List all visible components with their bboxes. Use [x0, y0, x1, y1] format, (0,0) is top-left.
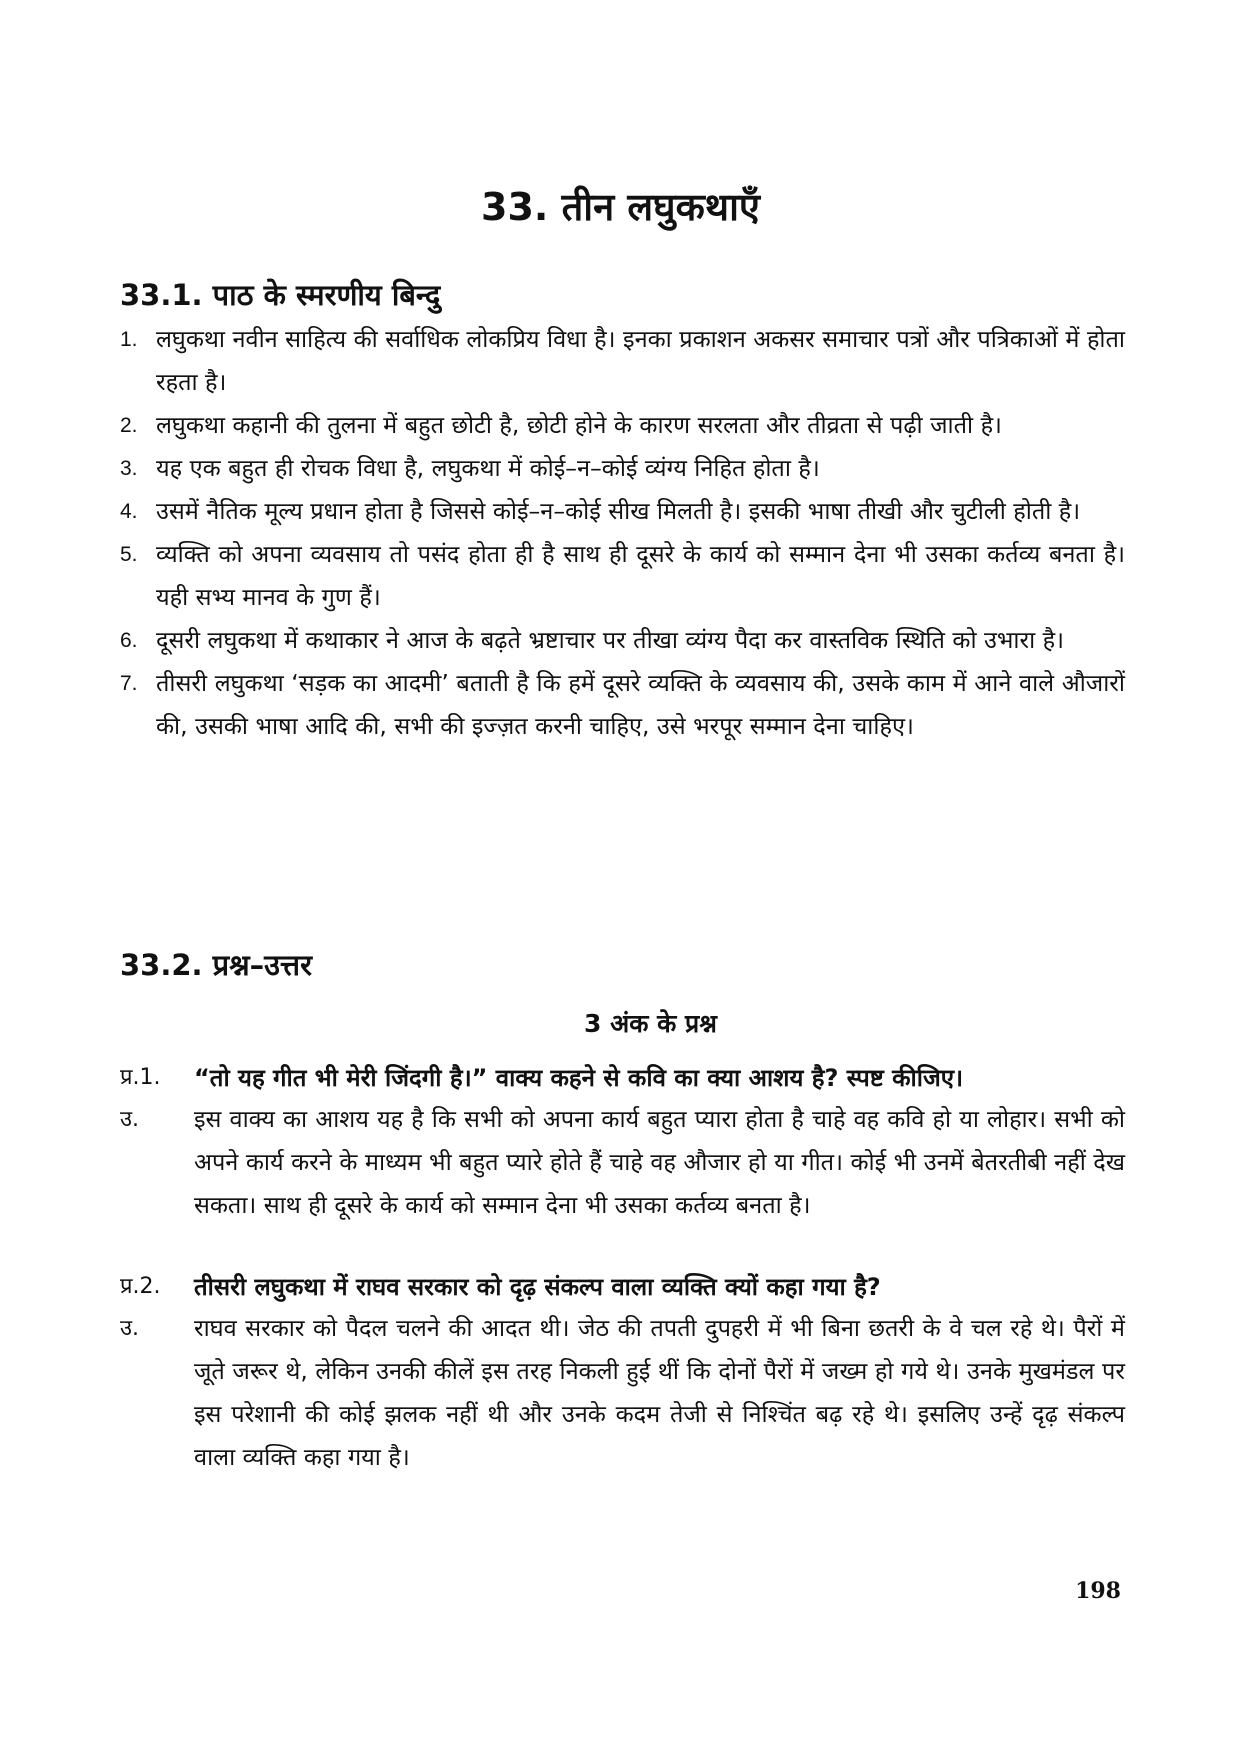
question	[120, 1267, 1125, 1307]
marks-subheading: 3 अंक के प्रश्न	[584, 1009, 717, 1038]
list-item-number: 2.	[120, 414, 138, 437]
question-label: प्र.2.	[120, 1274, 161, 1299]
list-item-text: यह एक बहुत ही रोचक विधा है, लघुकथा में कोई–न–कोई व्यंग्य निहित होता है।	[156, 454, 820, 482]
list-item-number: 5.	[120, 543, 138, 566]
list-item-text: उसमें नैतिक मूल्य प्रधान होता है जिससे कोई–न–कोई सीख मिलती है। इसकी भाषा तीखी और चुटीली होती है।	[156, 497, 1081, 525]
list-item-number: 6.	[120, 629, 138, 652]
list-item-number: 4.	[120, 500, 138, 523]
question-answer-block-1	[120, 1058, 1125, 1227]
section-heading-remember-points: 33.1. पाठ के स्मरणीय बिन्दु	[120, 278, 441, 312]
answer	[120, 1098, 1125, 1227]
list-item	[120, 662, 1125, 748]
answer-text: राघव सरकार को पैदल चलने की आदत थी। जेठ की तपती दुपहरी में भी बिना छतरी के वे चल रहे थे। पैरों में जूते जरूर थे, लेकिन उनकी कीलें इस तरह निकली हुई थीं कि दोनों पैरों में जख्म हो गये थे। उनके मुखमंडल पर इस परेशानी की कोई झलक नहीं थी और उनके कदम तेजी से निश्चिंत बढ़ रहे थे। इसलिए उन्हें दृढ़ संकल्प वाला व्यक्ति कहा गया है।	[194, 1314, 1125, 1471]
question-label: प्र.1.	[120, 1065, 161, 1090]
question-answer-block-2	[120, 1267, 1125, 1479]
list-item	[120, 447, 1125, 490]
answer	[120, 1307, 1125, 1479]
section-heading-question-answer: 33.2. प्रश्न–उत्तर	[120, 948, 312, 982]
list-item-text: दूसरी लघुकथा में कथाकार ने आज के बढ़ते भ्रष्टाचार पर तीखा व्यंग्य पैदा कर वास्तविक स्थिति को उभारा है।	[156, 626, 1065, 654]
question-text: “तो यह गीत भी मेरी जिंदगी है।” वाक्य कहने से कवि का क्या आशय है? स्पष्ट कीजिए।	[194, 1064, 964, 1092]
list-item-text: तीसरी लघुकथा ‘सड़क का आदमी’ बताती है कि हमें दूसरे व्यक्ति के व्यवसाय की, उसके काम में आने वाले औजारों की, उसकी भाषा आदि की, सभी की इज्ज़त करनी चाहिए, उसे भरपूर सम्मान देना चाहिए।	[156, 669, 1125, 740]
list-item-number: 7.	[120, 672, 138, 695]
question	[120, 1058, 1125, 1098]
list-item	[120, 619, 1125, 662]
page-number: 198	[1075, 1578, 1121, 1604]
answer-label: उ.	[120, 1316, 140, 1341]
answer-label: उ.	[120, 1107, 140, 1132]
list-item-number: 1.	[120, 328, 138, 351]
list-item	[120, 490, 1125, 533]
question-text: तीसरी लघुकथा में राघव सरकार को दृढ़ संकल्प वाला व्यक्ति क्यों कहा गया है?	[194, 1273, 881, 1301]
list-item-text: व्यक्ति को अपना व्यवसाय तो पसंद होता ही है साथ ही दूसरे के कार्य को सम्मान देना भी उसका कर्तव्य बनता है। यही सभ्य मानव के गुण हैं।	[156, 540, 1125, 611]
list-item-text: लघुकथा कहानी की तुलना में बहुत छोटी है, छोटी होने के कारण सरलता और तीव्रता से पढ़ी जाती है।	[156, 411, 1002, 439]
chapter-title: 33. तीन लघुकथाएँ	[481, 185, 760, 229]
remember-points-list	[120, 318, 1125, 748]
list-item	[120, 318, 1125, 404]
list-item-text: लघुकथा नवीन साहित्य की सर्वाधिक लोकप्रिय विधा है। इनका प्रकाशन अकसर समाचार पत्रों और पत्रिकाओं में होता रहता है।	[156, 325, 1125, 396]
list-item-number: 3.	[120, 457, 138, 480]
answer-text: इस वाक्य का आशय यह है कि सभी को अपना कार्य बहुत प्यारा होता है चाहे वह कवि हो या लोहार। सभी को अपने कार्य करने के माध्यम भी बहुत प्यारे होते हैं चाहे वह औजार हो या गीत। कोई भी उनमें बेतरतीबी नहीं देख सकता। साथ ही दूसरे के कार्य को सम्मान देना भी उसका कर्तव्य बनता है।	[194, 1105, 1125, 1219]
list-item	[120, 533, 1125, 619]
list-item	[120, 404, 1125, 447]
